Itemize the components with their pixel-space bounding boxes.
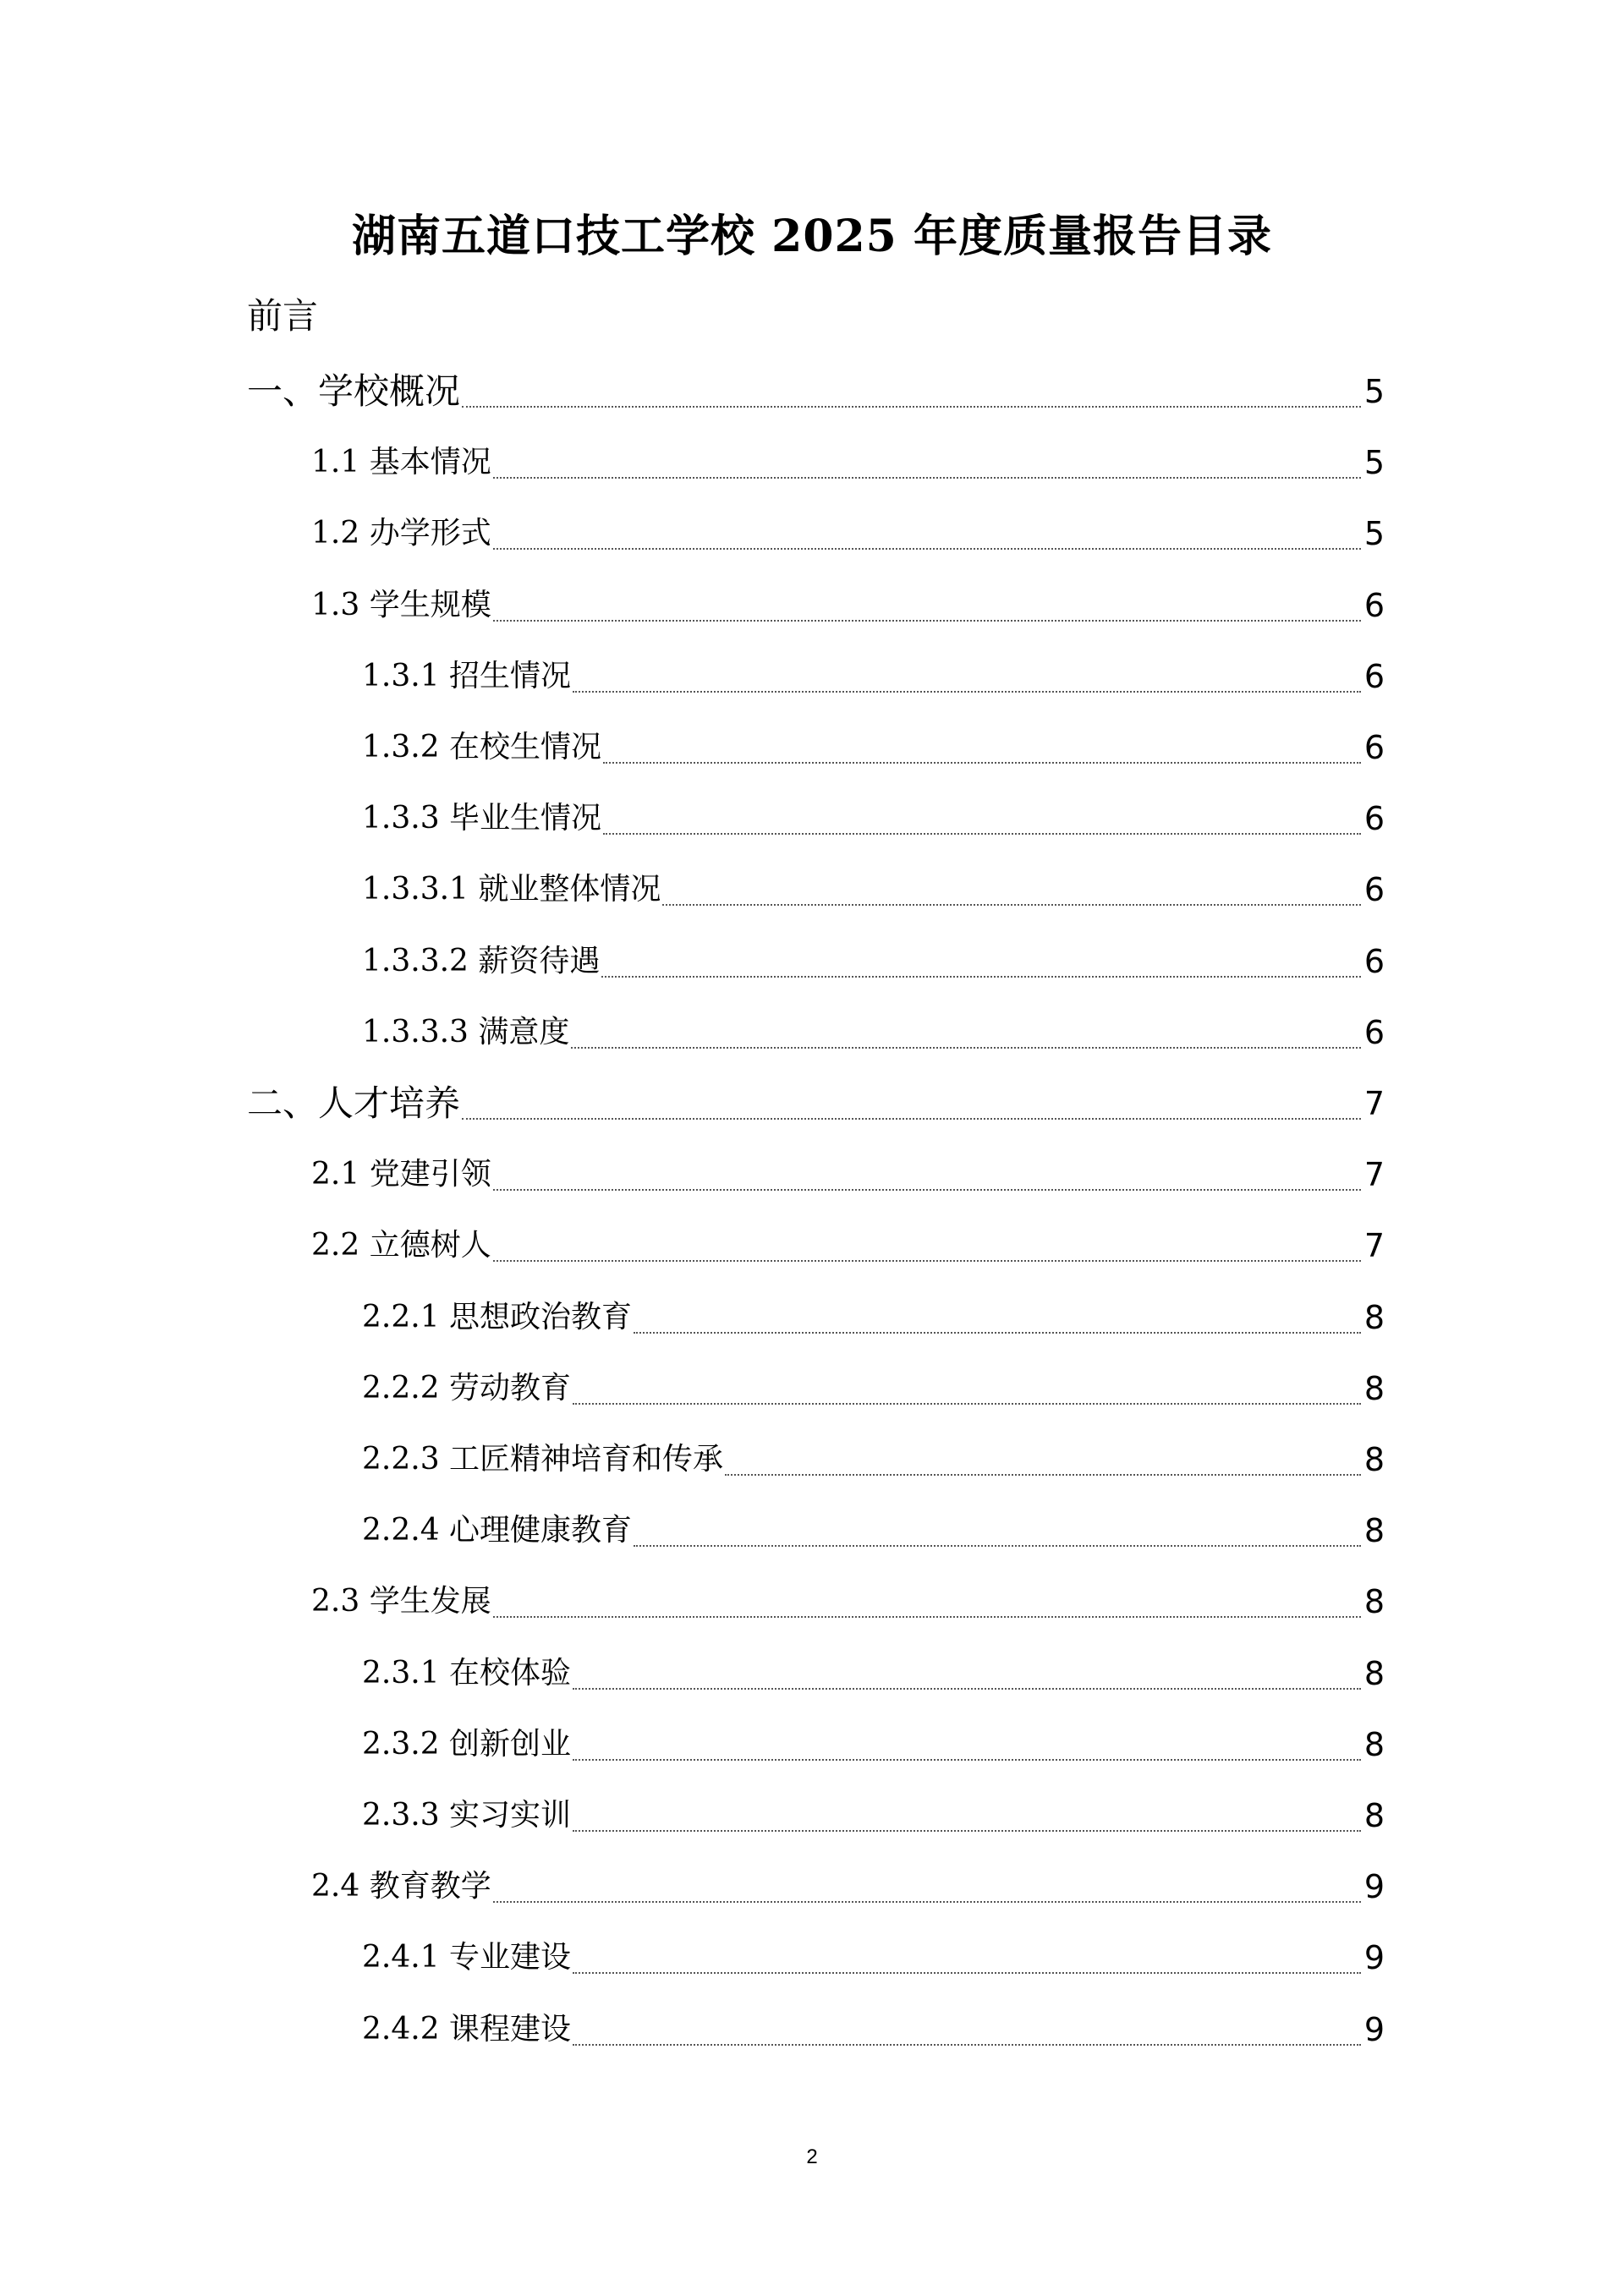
toc-dot-leader <box>603 762 1361 764</box>
toc-entry[interactable] <box>0 435 1624 490</box>
toc-entry-page-number: 6 <box>1363 800 1385 837</box>
toc-entry-page-number: 6 <box>1363 587 1385 624</box>
toc-entry-page-number: 8 <box>1363 1441 1385 1478</box>
toc-entry[interactable] <box>0 720 1624 775</box>
toc-entry-line <box>362 1646 1385 1701</box>
toc-entry-label: 2.3.2 创新创业 <box>362 1727 572 1762</box>
toc-dot-leader <box>493 1616 1361 1618</box>
toc-entry-label: 2.2.4 心理健康教育 <box>362 1513 633 1548</box>
toc-entry-page-number: 6 <box>1363 943 1385 980</box>
toc-dot-leader <box>573 691 1361 693</box>
toc-entry[interactable] <box>0 578 1624 633</box>
toc-dot-leader <box>493 548 1361 550</box>
toc-entry-label: 2.4.2 课程建设 <box>362 2012 572 2047</box>
toc-entry-line <box>362 1788 1385 1844</box>
toc-entry-line <box>362 649 1385 704</box>
toc-entry-page-number: 5 <box>1363 373 1385 410</box>
page-number: 2 <box>806 2145 818 2168</box>
toc-entry-line <box>362 1361 1385 1417</box>
toc-entry-label: 2.2.3 工匠精神培育和传承 <box>362 1442 724 1477</box>
toc-entry-line <box>362 934 1385 989</box>
toc-entry-page-number: 9 <box>1363 1868 1385 1905</box>
toc-entry-label: 2.4.1 专业建设 <box>362 1940 572 1975</box>
toc-entry[interactable] <box>0 1290 1624 1345</box>
toc-entry[interactable] <box>0 791 1624 847</box>
toc-entry-label: 1.3.3.1 就业整体情况 <box>362 872 661 907</box>
page-title: 湖南五道口技工学校 2025 年度质量报告目录 <box>352 211 1272 262</box>
toc-entry-page-number: 8 <box>1363 1726 1385 1763</box>
toc-dot-leader <box>493 1189 1361 1191</box>
toc-entry-page-number: 8 <box>1363 1655 1385 1692</box>
toc-entry[interactable] <box>0 1503 1624 1559</box>
toc-entry-page-number: 9 <box>1363 2011 1385 2048</box>
toc-entry-line <box>362 1005 1385 1060</box>
toc-entry-label: 1.3 学生规模 <box>311 588 491 622</box>
toc-entry-label: 1.3.3.3 满意度 <box>362 1015 570 1049</box>
toc-entry-page-number: 8 <box>1363 1583 1385 1620</box>
toc-dot-leader <box>603 833 1361 835</box>
toc-entry-page-number: 5 <box>1363 444 1385 481</box>
toc-entry-label: 2.1 党建引领 <box>311 1157 491 1192</box>
toc-entry-label: 2.2.2 劳动教育 <box>362 1371 572 1406</box>
toc-entry-line <box>311 578 1385 633</box>
toc-entry-line <box>311 435 1385 490</box>
toc-entry[interactable] <box>0 1432 1624 1488</box>
toc-dot-leader <box>462 1118 1361 1120</box>
toc-entry[interactable] <box>0 1859 1624 1915</box>
toc-dot-leader <box>573 2044 1361 2046</box>
toc-dot-leader <box>662 904 1360 906</box>
toc-entry[interactable] <box>0 506 1624 562</box>
toc-entry-line <box>362 791 1385 847</box>
toc-preface: 前言 <box>247 295 319 337</box>
toc-dot-leader <box>571 1047 1360 1049</box>
toc-entry-page-number: 7 <box>1363 1085 1385 1122</box>
toc-entry-page-number: 6 <box>1363 658 1385 695</box>
toc-entry-label: 2.2 立德树人 <box>311 1228 491 1263</box>
toc-entry-line <box>362 1503 1385 1559</box>
toc-entry-label: 2.4 教育教学 <box>311 1869 491 1904</box>
toc-entry-line <box>311 1574 1385 1630</box>
toc-entry[interactable] <box>0 1646 1624 1701</box>
toc-dot-leader <box>493 620 1361 622</box>
toc-entry[interactable] <box>0 2002 1624 2058</box>
toc-entry-label: 1.3.3.2 薪资待遇 <box>362 944 601 978</box>
toc-entry-line <box>311 1859 1385 1915</box>
toc-entry-label: 1.3.3 毕业生情况 <box>362 801 602 836</box>
toc-dot-leader <box>573 1759 1361 1761</box>
toc-entry-label: 1.2 办学形式 <box>311 516 491 551</box>
toc-entry-page-number: 5 <box>1363 515 1385 552</box>
toc-dot-leader <box>493 1901 1361 1903</box>
toc-dot-leader <box>493 477 1361 479</box>
toc-entry-page-number: 9 <box>1363 1939 1385 1976</box>
toc-entry-page-number: 8 <box>1363 1512 1385 1549</box>
toc-entry[interactable] <box>0 1218 1624 1274</box>
toc-dot-leader <box>634 1332 1361 1334</box>
toc-entry-page-number: 6 <box>1363 729 1385 766</box>
toc-entry[interactable] <box>0 1361 1624 1417</box>
toc-entry-line <box>247 1076 1385 1132</box>
toc-entry-page-number: 8 <box>1363 1370 1385 1407</box>
toc-dot-leader <box>573 1688 1361 1690</box>
toc-entry-page-number: 7 <box>1363 1156 1385 1193</box>
toc-entry[interactable] <box>0 1147 1624 1203</box>
toc-entry[interactable] <box>0 1005 1624 1060</box>
toc-entry-line <box>311 506 1385 562</box>
toc-entry-label: 2.3.3 实习实训 <box>362 1798 572 1833</box>
toc-dot-leader <box>573 1972 1361 1974</box>
toc-entry-label: 二、人才培养 <box>247 1082 461 1124</box>
toc-entry-label: 一、学校概况 <box>247 370 461 412</box>
toc-dot-leader <box>493 1260 1361 1262</box>
toc-entry-line <box>362 1432 1385 1488</box>
toc-entry-label: 2.2.1 思想政治教育 <box>362 1300 633 1334</box>
toc-entry-page-number: 6 <box>1363 871 1385 908</box>
toc-dot-leader <box>573 1830 1361 1832</box>
toc-entry[interactable] <box>0 862 1624 918</box>
toc-entry[interactable] <box>0 1930 1624 1986</box>
toc-entry[interactable] <box>0 364 1624 419</box>
toc-entry-label: 1.3.2 在校生情况 <box>362 730 602 764</box>
toc-entry[interactable] <box>0 1788 1624 1844</box>
toc-entry-line <box>247 364 1385 419</box>
toc-entry-label: 2.3 学生发展 <box>311 1584 491 1619</box>
toc-entry-page-number: 7 <box>1363 1227 1385 1264</box>
toc-entry-line <box>362 1717 1385 1773</box>
toc-entry-page-number: 8 <box>1363 1299 1385 1336</box>
toc-entry-line <box>362 1930 1385 1986</box>
toc-entry-label: 1.3.1 招生情况 <box>362 659 572 693</box>
toc-entry[interactable] <box>0 649 1624 704</box>
toc-entry-line <box>311 1147 1385 1203</box>
toc-entry-line <box>362 2002 1385 2058</box>
toc-entry-line <box>362 720 1385 775</box>
toc-entry[interactable] <box>0 1717 1624 1773</box>
toc-entry[interactable] <box>0 1076 1624 1132</box>
toc-dot-leader <box>601 976 1360 978</box>
toc-dot-leader <box>462 406 1361 408</box>
toc-entry-line <box>362 1290 1385 1345</box>
toc-entry-page-number: 6 <box>1363 1014 1385 1051</box>
toc-entry-line <box>311 1218 1385 1274</box>
toc-entry-page-number: 8 <box>1363 1797 1385 1834</box>
toc-entry-label: 2.3.1 在校体验 <box>362 1656 572 1690</box>
toc-dot-leader <box>634 1545 1361 1547</box>
toc-entry[interactable] <box>0 1574 1624 1630</box>
toc-dot-leader <box>725 1474 1361 1476</box>
toc-entry-line <box>362 862 1385 918</box>
toc-entry-label: 1.1 基本情况 <box>311 445 491 479</box>
toc-entry[interactable] <box>0 934 1624 989</box>
toc-dot-leader <box>573 1403 1361 1405</box>
